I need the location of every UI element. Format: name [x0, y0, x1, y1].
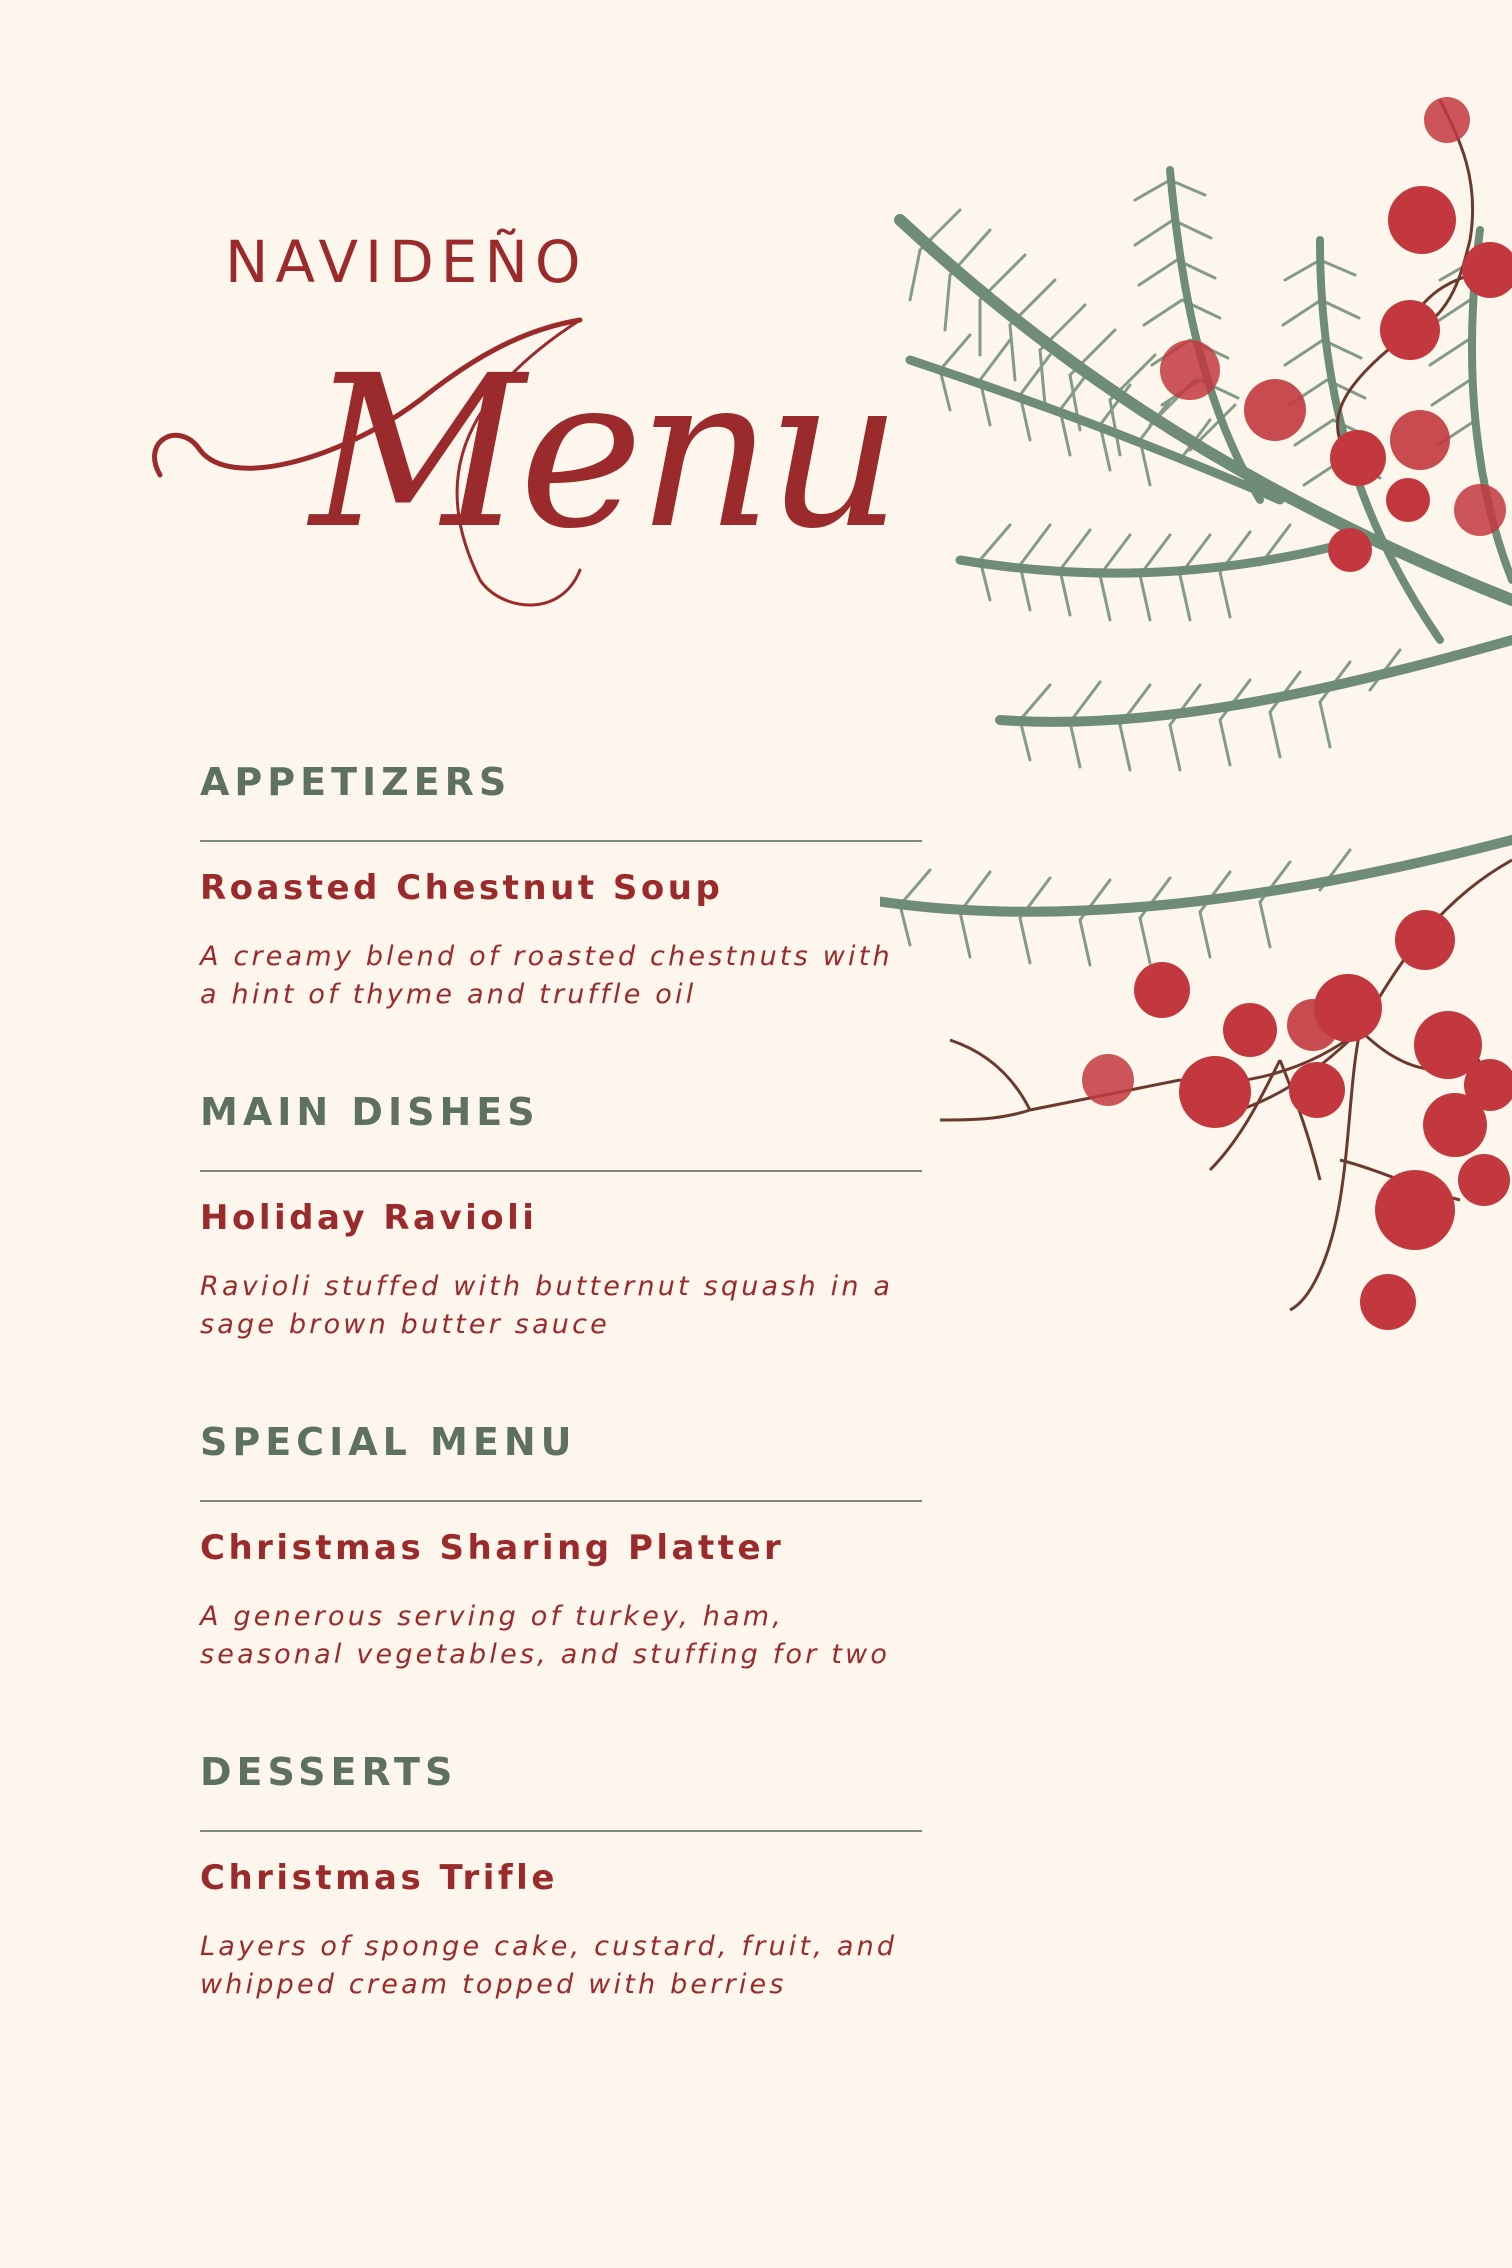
section-heading: MAIN DISHES [200, 1090, 540, 1134]
dish-description-line: a hint of thyme and truffle oil [200, 979, 697, 1010]
section-heading: DESSERTS [200, 1750, 458, 1794]
menu-section-main-dishes [200, 1090, 922, 1420]
dish-description-line: seasonal vegetables, and stuffing for two [200, 1639, 891, 1670]
dish-description-line: Layers of sponge cake, custard, fruit, and [200, 1931, 898, 1962]
dish-description-line: sage brown butter sauce [200, 1309, 610, 1340]
dish-description-line: whipped cream topped with berries [200, 1969, 787, 2000]
dish-description-line: A generous serving of turkey, ham, [200, 1601, 785, 1632]
pine-berry-illustration [880, 80, 1512, 1360]
menu-kicker: NAVIDEÑO [225, 228, 588, 296]
dish-description [200, 1928, 922, 2004]
section-heading: SPECIAL MENU [200, 1420, 577, 1464]
dish-description [200, 1598, 922, 1674]
menu-section-desserts [200, 1750, 922, 2080]
menu-title-text: Menu [310, 330, 896, 575]
section-divider [200, 1170, 922, 1172]
dish-name: Christmas Trifle [200, 1858, 558, 1898]
menu-sections [200, 760, 922, 2080]
dish-description [200, 1268, 922, 1344]
section-divider [200, 1500, 922, 1502]
dish-description [200, 938, 922, 1014]
dish-name: Roasted Chestnut Soup [200, 868, 724, 908]
section-heading: APPETIZERS [200, 760, 512, 804]
pine-branch [880, 170, 1512, 965]
dish-description-line: A creamy blend of roasted chestnuts with [200, 941, 893, 972]
dish-name: Holiday Ravioli [200, 1198, 538, 1238]
section-divider [200, 1830, 922, 1832]
dish-name: Christmas Sharing Platter [200, 1528, 785, 1568]
dish-description-line: Ravioli stuffed with butternut squash in a [200, 1271, 894, 1302]
section-divider [200, 840, 922, 842]
menu-section-special-menu [200, 1420, 922, 1750]
menu-section-appetizers [200, 760, 922, 1090]
menu-script-title [140, 300, 900, 640]
